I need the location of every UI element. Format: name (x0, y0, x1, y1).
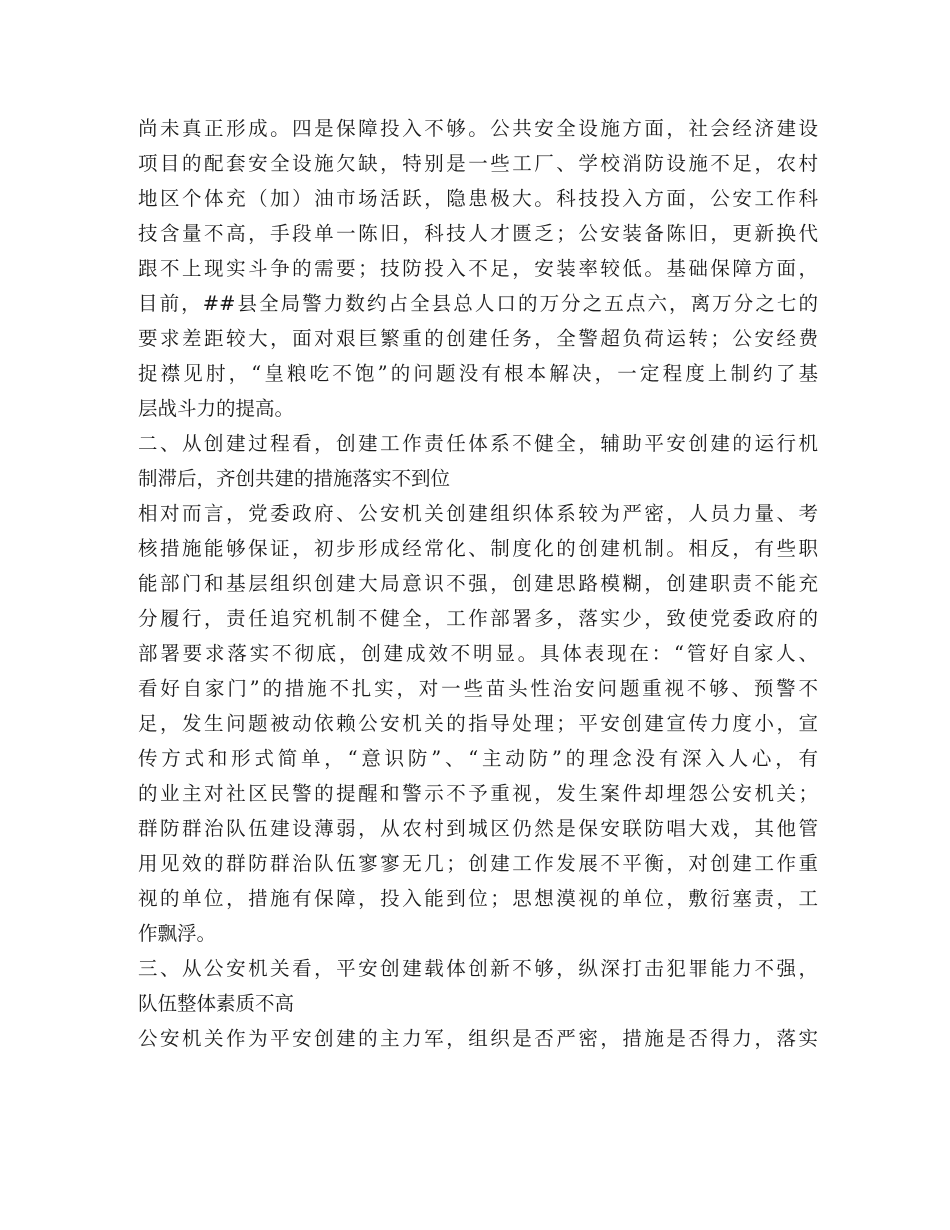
text-line: 捉襟见肘，“皇粮吃不饱”的问题没有根本解决，一定程度上制约了基 (138, 362, 818, 385)
text-line: 公安机关作为平安创建的主力军，组织是否严密，措施是否得力，落实 (138, 1027, 818, 1050)
text-line: 分履行，责任追究机制不健全，工作部署多，落实少，致使党委政府的 (138, 607, 818, 630)
text-line: 地区个体充（加）油市场活跃，隐患极大。科技投入方面，公安工作科 (138, 187, 818, 210)
text-line: 二、从创建过程看，创建工作责任体系不健全，辅助平安创建的运行机 (138, 432, 818, 455)
text-line: 部署要求落实不彻底，创建成效不明显。具体表现在：“管好自家人、 (138, 642, 818, 665)
document-body (138, 111, 818, 1056)
text-line: 尚未真正形成。四是保障投入不够。公共安全设施方面，社会经济建设 (138, 117, 818, 140)
text-line: 群防群治队伍建设薄弱，从农村到城区仍然是保安联防唱大戏，其他管 (138, 817, 818, 840)
text-line: 的业主对社区民警的提醒和警示不予重视，发生案件却埋怨公安机关； (138, 782, 818, 805)
text-line: 跟不上现实斗争的需要；技防投入不足，安装率较低。基础保障方面， (138, 257, 818, 280)
text-line: 要求差距较大，面对艰巨繁重的创建任务，全警超负荷运转；公安经费 (138, 327, 818, 350)
text-line: 制滞后，齐创共建的措施落实不到位 (138, 467, 451, 490)
text-line: 传方式和形式简单，“意识防”、“主动防”的理念没有深入人心，有 (138, 747, 818, 770)
text-line: 队伍整体素质不高 (138, 992, 295, 1015)
text-line: 作飘浮。 (138, 922, 217, 945)
text-line: 层战斗力的提高。 (138, 397, 295, 420)
text-line: 技含量不高，手段单一陈旧，科技人才匮乏；公安装备陈旧，更新换代 (138, 222, 818, 245)
text-line: 核措施能够保证，初步形成经常化、制度化的创建机制。相反，有些职 (138, 537, 818, 560)
text-line: 看好自家门”的措施不扎实，对一些苗头性治安问题重视不够、预警不 (138, 677, 818, 700)
text-line: 三、从公安机关看，平安创建载体创新不够，纵深打击犯罪能力不强， (138, 957, 818, 980)
text-line: 能部门和基层组织创建大局意识不强，创建思路模糊，创建职责不能充 (138, 572, 818, 595)
text-line: 项目的配套安全设施欠缺，特别是一些工厂、学校消防设施不足，农村 (138, 152, 818, 175)
text-line: 相对而言，党委政府、公安机关创建组织体系较为严密，人员力量、考 (138, 502, 818, 525)
text-line: 视的单位，措施有保障，投入能到位；思想漠视的单位，敷衍塞责，工 (138, 887, 818, 910)
text-line: 用见效的群防群治队伍寥寥无几；创建工作发展不平衡，对创建工作重 (138, 852, 818, 875)
text-line: 足，发生问题被动依赖公安机关的指导处理；平安创建宣传力度小，宣 (138, 712, 818, 735)
text-line: 目前，##县全局警力数约占全县总人口的万分之五点六，离万分之七的 (138, 292, 818, 315)
